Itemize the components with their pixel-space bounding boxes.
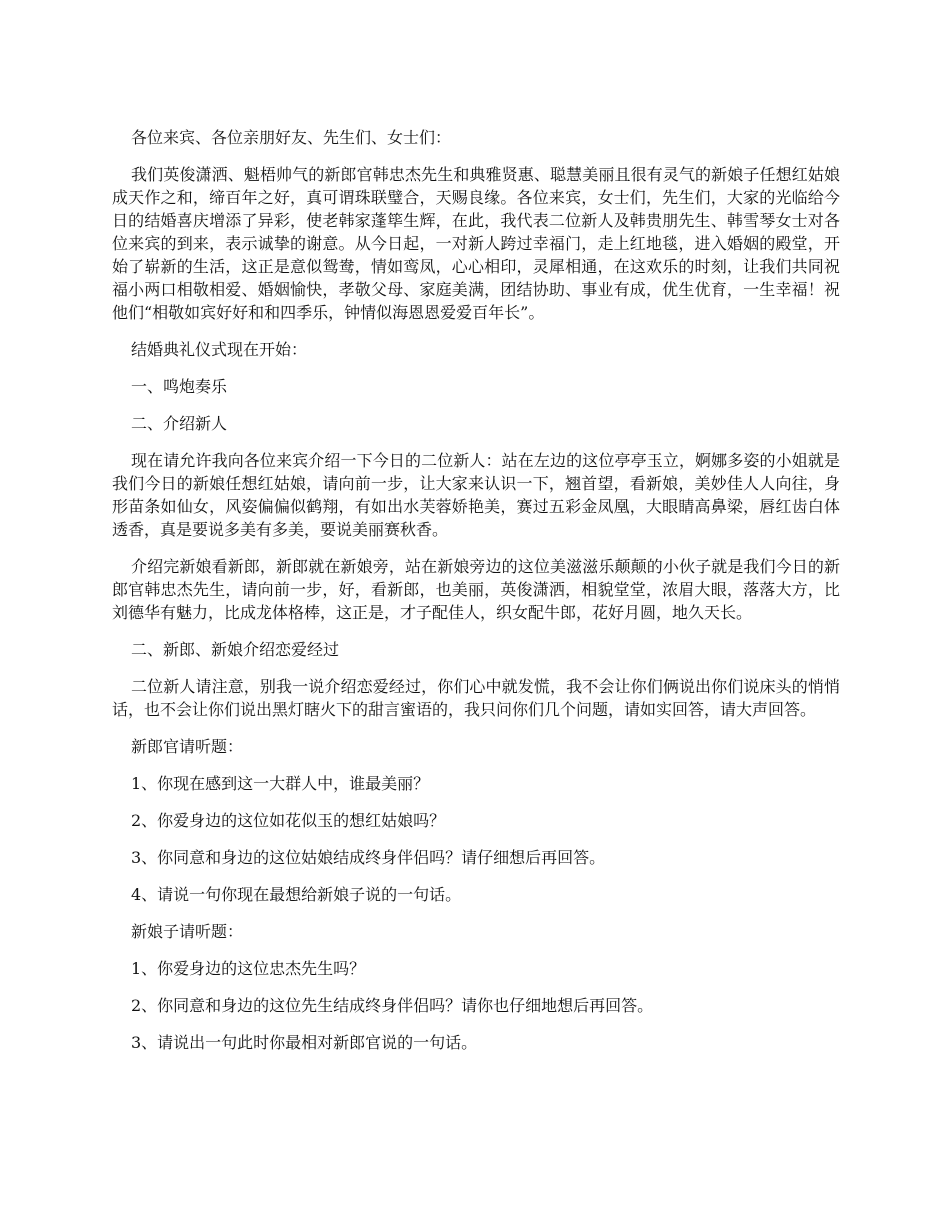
groom-question-4: 4、请说一句你现在最想给新娘子说的一句话。 (131, 885, 462, 904)
section-heading-love-story: 二、新郎、新娘介绍恋爱经过 (131, 640, 340, 659)
bride-question-1: 1、你爱身边的这位忠杰先生吗？ (131, 959, 366, 978)
bride-question-3: 3、请说出一句此时你最相对新郎官说的一句话。 (131, 1033, 478, 1052)
groom-questions-heading: 新郎官请听题： (131, 737, 244, 756)
groom-question-3: 3、你同意和身边的这位姑娘结成终身伴侣吗？请仔细想后再回答。 (131, 848, 606, 867)
opening-speech-paragraph: 我们英俊潇洒、魁梧帅气的新郎官韩忠杰先生和典雅贤惠、聪慧美丽且很有灵气的新娘子任想红姑娘成天作之和，缔百年之好，真可谓珠联璧合，天赐良缘。各位来宾，女士们，先生们，大家的光临给今日的结婚喜庆增添了异彩，使老韩家蓬筚生辉，在此，我代表二位新人及韩贵朋先生、韩雪琴女士对各位来宾的到来，表示诚挚的谢意。从今日起，一对新人跨过幸福门，走上红地毯，进入婚姻的殿堂，开始了崭新的生活，这正是意似鸳鸯，情如鸾凤，心心相印，灵犀相通，在这欢乐的时刻，让我们共同祝福小两口相敬相爱、婚姻愉快，孝敬父母、家庭美满，团结协助、事业有成，优生优育，一生幸福！祝他们“相敬如宾好好和和四季乐，钟情似海恩恩爱爱百年长”。 (112, 165, 840, 322)
ceremony-start-paragraph: 结婚典礼仪式现在开始： (131, 340, 308, 359)
greeting-paragraph: 各位来宾、各位亲朋好友、先生们、女士们： (131, 128, 452, 147)
groom-question-2: 2、你爱身边的这位如花似玉的想红姑娘吗？ (131, 811, 446, 830)
section-heading-introduce: 二、介绍新人 (131, 414, 228, 433)
bride-introduction-paragraph: 现在请允许我向各位来宾介绍一下今日的二位新人：站在左边的这位亭亭玉立，婀娜多姿的小姐就是我们今日的新娘任想红姑娘，请向前一步，让大家来认识一下，翘首望，看新娘，美妙佳人人向往，身形苗条如仙女，风姿偏偏似鹤翔，有如出水芙蓉娇艳美，赛过五彩金凤凰，大眼睛高鼻梁，唇红齿白体透香，真是要说多美有多美，要说美丽赛秋香。 (112, 451, 840, 539)
groom-introduction-paragraph: 介绍完新娘看新郎，新郎就在新娘旁，站在新娘旁边的这位美滋滋乐颠颠的小伙子就是我们今日的新郎官韩忠杰先生，请向前一步，好，看新郎，也美丽，英俊潇洒，相貌堂堂，浓眉大眼，落落大方，比刘德华有魅力，比成龙体格棒，这正是，才子配佳人，织女配牛郎，花好月圆，地久天长。 (112, 557, 840, 622)
love-story-intro-paragraph: 二位新人请注意，别我一说介绍恋爱经过，你们心中就发慌，我不会让你们俩说出你们说床头的悄悄话，也不会让你们说出黑灯瞎火下的甜言蜜语的，我只问你们几个问题，请如实回答，请大声回答。 (112, 677, 840, 719)
bride-questions-heading: 新娘子请听题： (131, 922, 244, 941)
groom-question-1: 1、你现在感到这一大群人中，谁最美丽？ (131, 774, 430, 793)
bride-question-2: 2、你同意和身边的这位先生结成终身伴侣吗？请你也仔细地想后再回答。 (131, 996, 654, 1015)
section-heading-firecrackers: 一、鸣炮奏乐 (131, 377, 228, 396)
